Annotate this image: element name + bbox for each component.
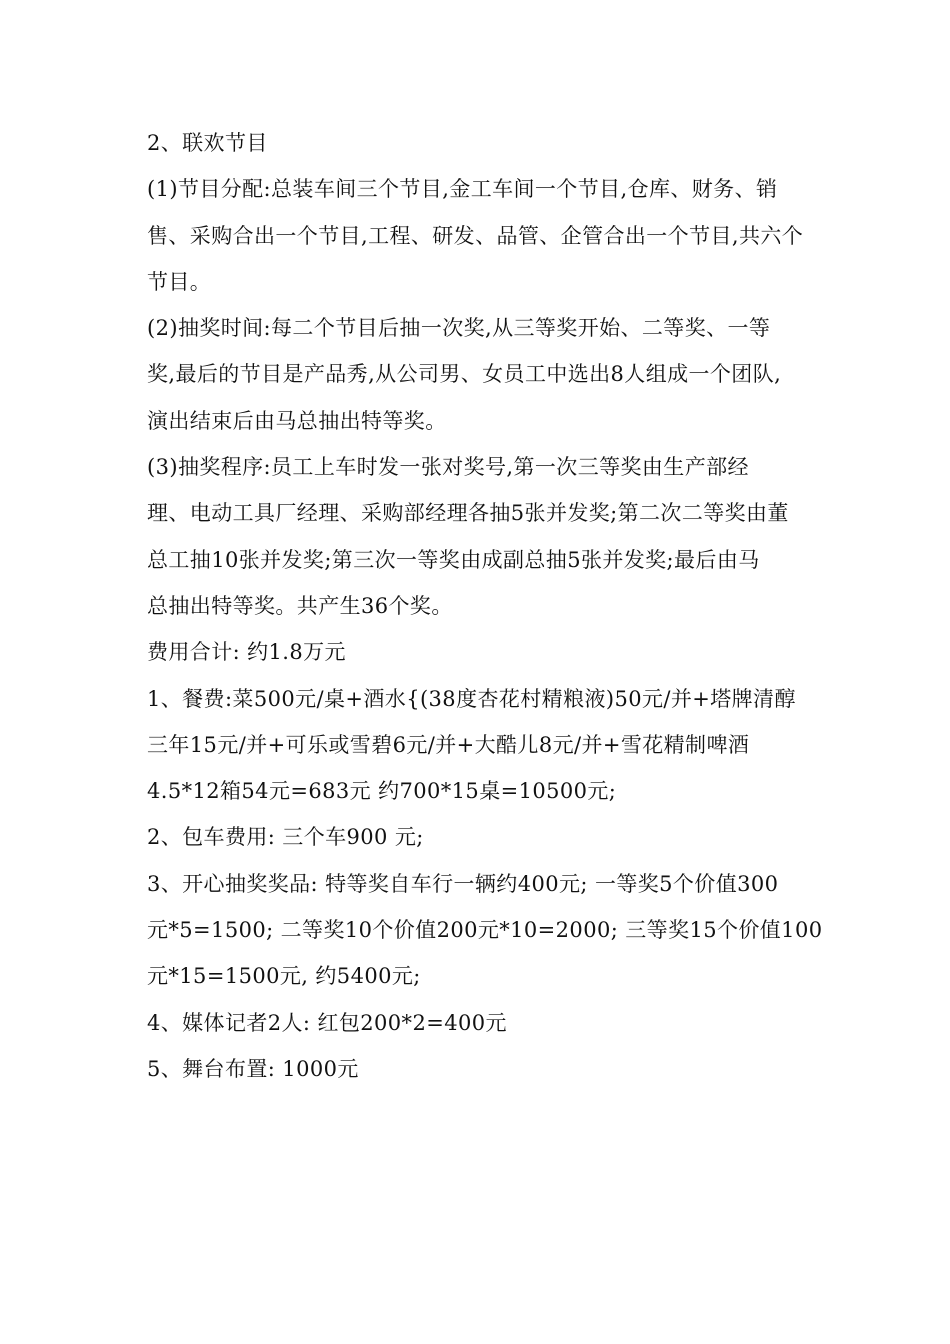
paragraph-line: (2)抽奖时间:每二个节目后抽一次奖,从三等奖开始、二等奖、一等 (147, 316, 771, 341)
cost-item-line: 3、开心抽奖奖品: 特等奖自车行一辆约400元; 一等奖5个价值300 (147, 871, 779, 896)
paragraph-line: 总工抽10张并发奖;第三次一等奖由成副总抽5张并发奖;最后由马 (147, 547, 760, 572)
paragraph-line: 奖,最后的节目是产品秀,从公司男、女员工中选出8人组成一个团队, (147, 362, 782, 387)
paragraph-line: 售、采购合出一个节目,工程、研发、品管、企管合出一个节目,共六个 (147, 223, 804, 248)
cost-item-line: 2、包车费用: 三个车900 元; (147, 825, 424, 850)
paragraph-line: 总抽出特等奖。共产生36个奖。 (147, 593, 453, 618)
cost-item-line: 1、餐费:菜500元/桌+酒水{(38度杏花村精粮液)50元/并+塔牌清醇 (147, 686, 796, 711)
paragraph-line: 演出结束后由马总抽出特等奖。 (147, 408, 447, 433)
cost-item-line: 三年15元/并+可乐或雪碧6元/并+大酷儿8元/并+雪花精制啤酒 (147, 732, 750, 757)
cost-item-line: 4、媒体记者2人: 红包200*2=400元 (147, 1010, 507, 1035)
paragraph-line: 理、电动工具厂经理、采购部经理各抽5张并发奖;第二次二等奖由董 (147, 501, 789, 526)
cost-total-line: 费用合计: 约1.8万元 (147, 640, 346, 665)
section-heading-program: 2、联欢节目 (147, 131, 268, 155)
paragraph-line: (1)节目分配:总装车间三个节目,金工车间一个节目,仓库、财务、销 (147, 177, 778, 202)
cost-item-line: 元*5=1500; 二等奖10个价值200元*10=2000; 三等奖15个价值100 (147, 918, 823, 943)
paragraph-line: 节目。 (147, 269, 212, 294)
cost-item-line: 4.5*12箱54元=683元 约700*15桌=10500元; (147, 779, 617, 804)
document-body (147, 120, 823, 1092)
paragraph-line: (3)抽奖程序:员工上车时发一张对奖号,第一次三等奖由生产部经 (147, 455, 749, 480)
cost-item-line: 5、舞台布置: 1000元 (147, 1056, 359, 1081)
cost-item-line: 元*15=1500元, 约5400元; (147, 964, 421, 989)
